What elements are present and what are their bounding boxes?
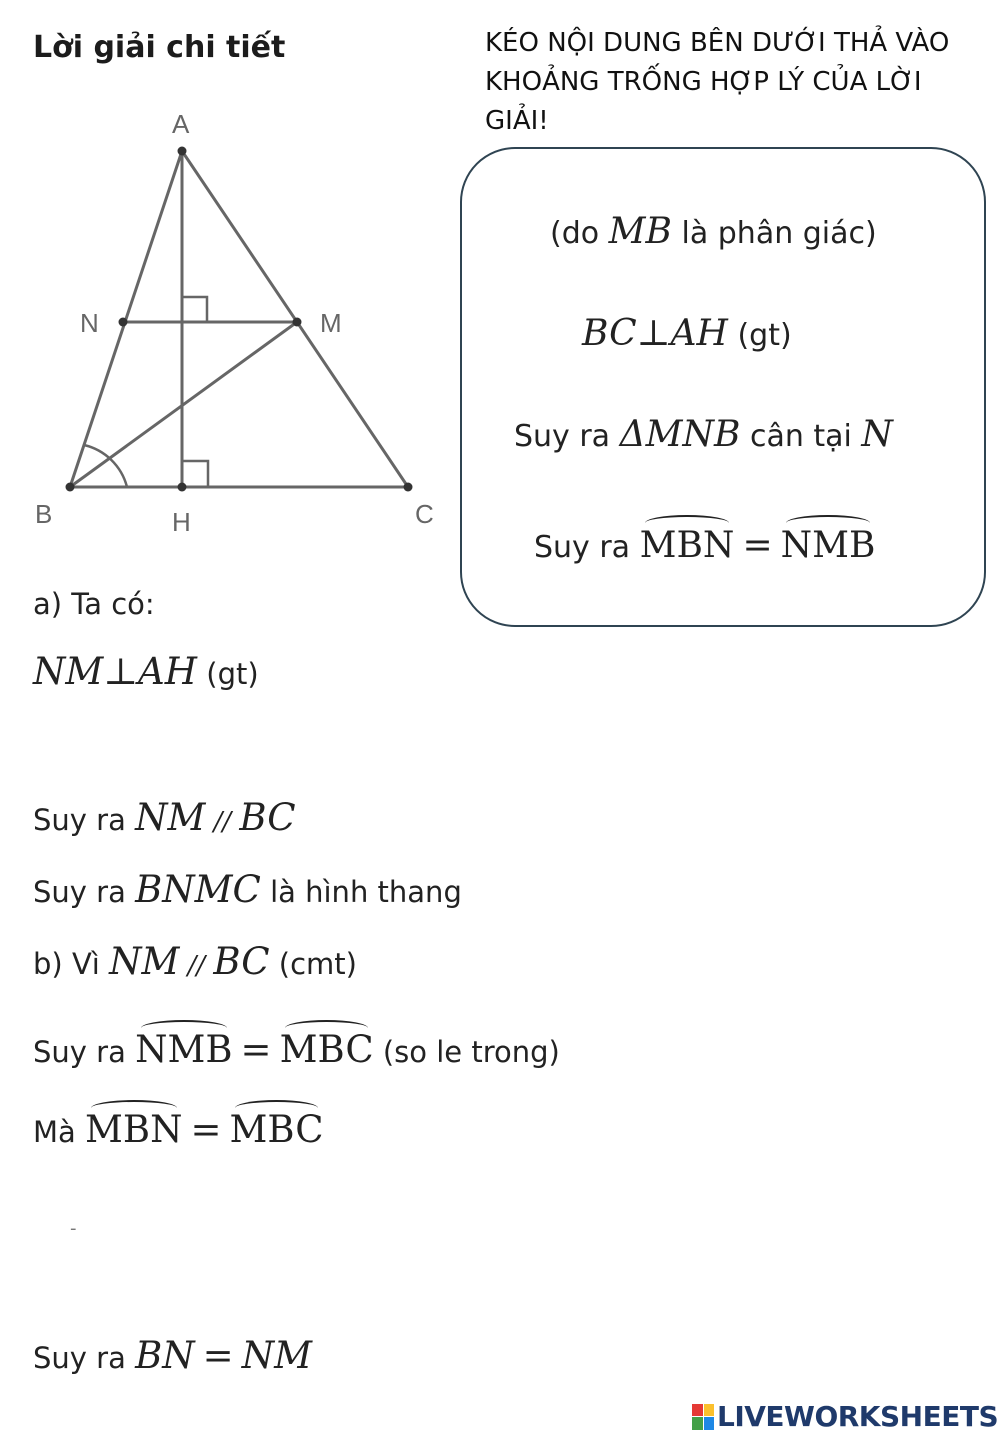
- math-text: BC: [239, 796, 296, 839]
- math-text: BC⊥AH: [582, 313, 728, 354]
- draggable-card-bc-perp-ah[interactable]: [582, 313, 792, 354]
- line-text: Suy ra: [33, 803, 136, 837]
- parallel-symbol: //: [179, 951, 214, 981]
- angle-mbc: MBC: [229, 1108, 324, 1151]
- angle-mbc: MBC: [279, 1028, 374, 1071]
- math-text: NM: [109, 940, 180, 983]
- label-b: B: [35, 499, 53, 529]
- angle-nmb: NMB: [135, 1028, 233, 1071]
- line-text: (so le trong): [373, 1035, 560, 1069]
- parallel-symbol: //: [205, 807, 240, 837]
- point-h: [178, 483, 187, 492]
- equals-sign: =: [742, 525, 773, 566]
- part-a-heading: a) Ta có:: [33, 587, 155, 621]
- angle-mbn: MBN: [85, 1108, 183, 1151]
- card-text: cân tại: [740, 419, 862, 454]
- math-text: BNMC: [135, 868, 261, 911]
- label-c: C: [415, 499, 434, 529]
- label-h: H: [172, 507, 191, 537]
- draggable-card-angle-equality[interactable]: [534, 521, 875, 566]
- drop-zone-marker: -: [70, 1218, 77, 1239]
- solution-line-trapezoid: [33, 870, 462, 912]
- line-text: (gt): [197, 657, 259, 691]
- drop-zone-3[interactable]: [30, 1260, 550, 1316]
- draggable-card-bisector[interactable]: [550, 211, 877, 252]
- angle-nmb: NMB: [781, 521, 876, 566]
- line-text: Mà: [33, 1115, 86, 1149]
- label-m: M: [320, 308, 342, 338]
- line-text: là hình thang: [260, 875, 462, 909]
- math-text: N: [861, 414, 893, 455]
- solution-line-nm-perp-ah: [33, 652, 259, 694]
- equals-sign: =: [190, 1108, 222, 1151]
- drop-zone-1[interactable]: [30, 718, 550, 774]
- line-text: (cmt): [269, 947, 357, 981]
- liveworksheets-logo: [692, 1400, 998, 1433]
- card-text: Suy ra: [514, 419, 620, 454]
- point-b: [66, 483, 75, 492]
- math-text: BC: [213, 940, 270, 983]
- point-a: [178, 147, 187, 156]
- logo-mark-icon: [692, 1404, 714, 1430]
- triangle-figure: [0, 95, 460, 545]
- solution-line-bn-equals-nm: [33, 1336, 312, 1378]
- math-text: ΔMNB: [619, 414, 741, 455]
- line-text: Suy ra: [33, 1341, 136, 1375]
- line-text: Suy ra: [33, 875, 136, 909]
- math-text: NM: [241, 1334, 312, 1377]
- right-angle-mark-top: [182, 297, 207, 322]
- answer-bank: [460, 147, 986, 627]
- card-text: Suy ra: [534, 530, 640, 565]
- point-c: [404, 483, 413, 492]
- math-text: NM: [135, 796, 206, 839]
- label-a: A: [172, 109, 190, 139]
- solution-line-ma: [33, 1106, 324, 1152]
- point-m: [293, 318, 302, 327]
- solution-line-nm-parallel-bc: [33, 798, 296, 842]
- right-angle-mark-bottom: [182, 461, 208, 487]
- card-text: (do: [550, 216, 609, 251]
- point-n: [119, 318, 128, 327]
- draggable-card-isosceles[interactable]: [514, 414, 893, 455]
- angle-mbn: MBN: [640, 521, 735, 566]
- math-text: MB: [608, 211, 672, 252]
- equals-sign: =: [202, 1334, 234, 1377]
- solution-line-alternate-angles: [33, 1026, 560, 1072]
- line-text: b) Vì: [33, 947, 110, 981]
- math-text: NM⊥AH: [33, 650, 198, 693]
- card-text: là phân giác): [671, 216, 877, 251]
- instruction-text: KÉO NỘI DUNG BÊN DƯỚI THẢ VÀO KHOẢNG TRỐNG HỢP LÝ CỦA LỜI GIẢI!: [485, 28, 950, 136]
- logo-text: LIVEWORKSHEETS: [717, 1400, 999, 1433]
- equals-sign: =: [240, 1028, 272, 1071]
- page-title: Lời giải chi tiết: [33, 30, 286, 65]
- drop-zone-2[interactable]: [30, 1178, 550, 1234]
- card-text: (gt): [727, 318, 792, 353]
- math-text: BN: [135, 1334, 195, 1377]
- label-n: N: [80, 308, 99, 338]
- line-text: Suy ra: [33, 1035, 136, 1069]
- solution-line-part-b: [33, 942, 357, 986]
